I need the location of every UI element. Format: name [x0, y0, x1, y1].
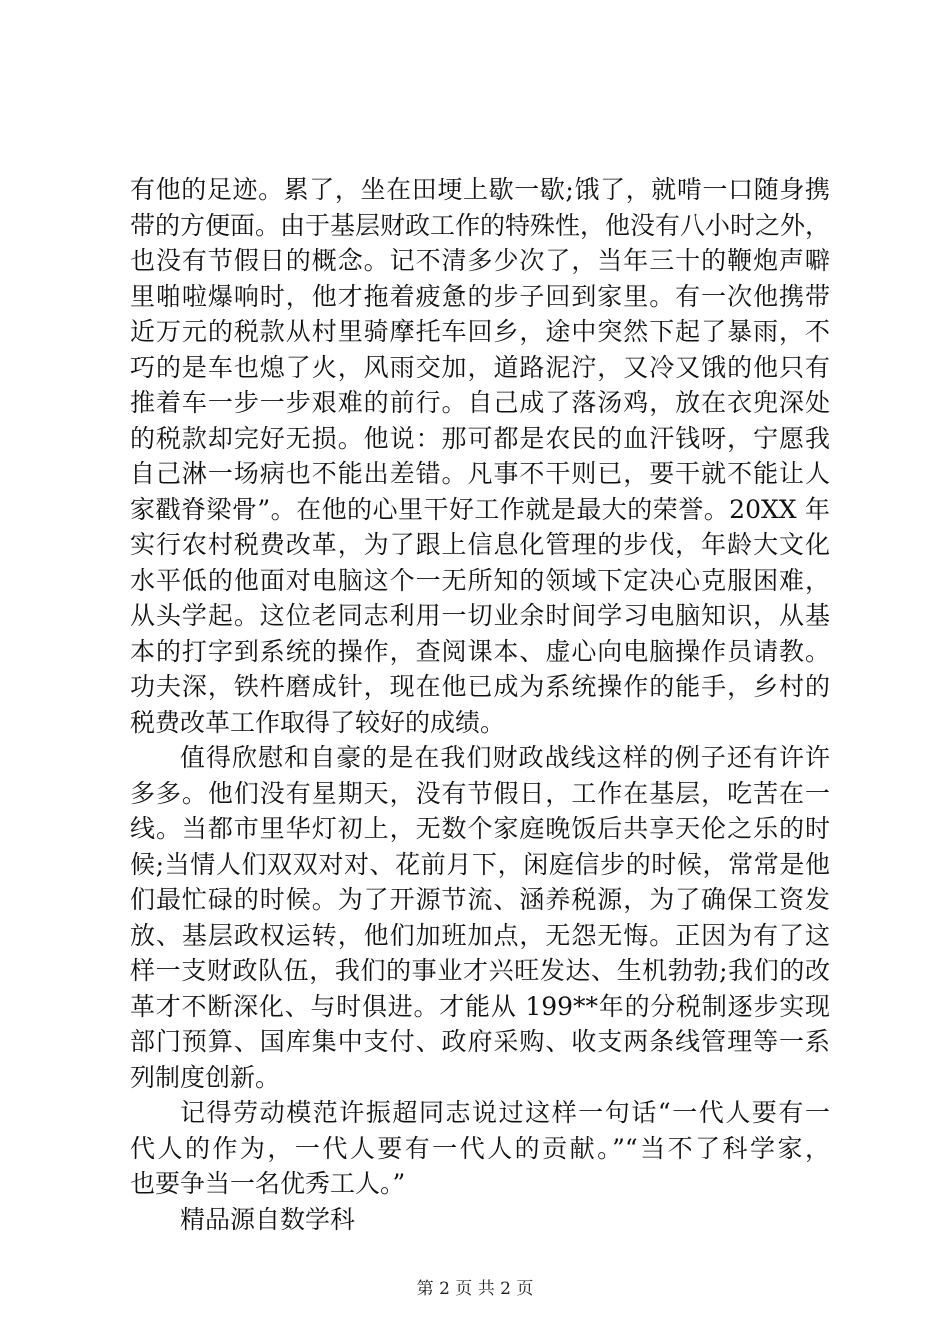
text-line: 功夫深，铁杵磨成针，现在他已成为系统操作的能手，乡村的 [130, 672, 830, 701]
paragraph [130, 1202, 830, 1238]
text-line: 放、基层政权运转，他们加班加点，无怨无悔。正因为有了这 [130, 920, 830, 950]
text-line: 线。当都市里华灯初上，无数个家庭晚饭后共享天伦之乐的时 [130, 814, 830, 843]
text-line: 巧的是车也熄了火，风雨交加，道路泥泞，又冷又饿的他只有 [130, 352, 830, 382]
text-line: 代人的作为，一代人要有一代人的贡献。”“当不了科学家， [130, 1133, 830, 1163]
text-line: 实行农村税费改革，为了跟上信息化管理的步伐，年龄大文化 [130, 530, 830, 559]
text-line: 也要争当一名优秀工人。” [130, 1169, 406, 1198]
text-line: 值得欣慰和自豪的是在我们财政战线这样的例子还有许许 [180, 743, 830, 772]
text-line: 从头学起。这位老同志利用一切业余时间学习电脑知识，从基 [130, 601, 830, 630]
text-line: 也没有节假日的概念。记不清多少次了，当年三十的鞭炮声噼 [130, 246, 830, 275]
text-line: 记得劳动模范许振超同志说过这样一句话“一代人要有一 [180, 1098, 830, 1127]
text-line: 有他的足迹。累了，坐在田埂上歇一歇;饿了，就啃一口随身携 [130, 175, 830, 204]
text-line: 推着车一步一步艰难的前行。自己成了落汤鸡，放在衣兜深处 [130, 388, 830, 417]
text-line: 自己淋一场病也不能出差错。凡事不干则已，要干就不能让人 [130, 459, 830, 488]
text-line: 革才不断深化、与时俱进。才能从 199**年的分税制逐步实现 [130, 991, 830, 1021]
text-line: 水平低的他面对电脑这个一无所知的领域下定决心克服困难， [130, 565, 830, 595]
text-line: 精品源自数学科 [180, 1204, 356, 1234]
paragraph [130, 1095, 830, 1202]
text-line: 家戳脊梁骨”。在他的心里干好工作就是最大的荣誉。20XX 年 [130, 494, 830, 524]
page-footer: 第 2 页 共 2 页 [416, 1279, 534, 1299]
text-line: 本的打字到系统的操作，查阅课本、虚心向电脑操作员请教。 [130, 636, 830, 666]
text-line: 税费改革工作取得了较好的成绩。 [130, 707, 506, 737]
text-line: 候;当情人们双双对对、花前月下，闲庭信步的时候，常常是他 [130, 849, 830, 879]
body-text [130, 172, 830, 1237]
text-line: 样一支财政队伍，我们的事业才兴旺发达、生机勃勃;我们的改 [130, 956, 830, 985]
text-line: 列制度创新。 [130, 1062, 281, 1092]
text-line: 近万元的税款从村里骑摩托车回乡，途中突然下起了暴雨，不 [130, 317, 830, 346]
text-line: 多多。他们没有星期天，没有节假日，工作在基层，吃苦在一 [130, 778, 830, 808]
text-line: 带的方便面。由于基层财政工作的特殊性，他没有八小时之外， [130, 210, 831, 240]
text-line: 们最忙碌的时候。为了开源节流、涵养税源，为了确保工资发 [130, 885, 830, 914]
text-line: 里啪啦爆响时，他才拖着疲惫的步子回到家里。有一次他携带 [130, 281, 830, 311]
text-line: 的税款却完好无损。他说：那可都是农民的血汗钱呀，宁愿我 [130, 423, 830, 453]
paragraph [130, 740, 830, 1095]
paragraph [130, 172, 830, 740]
text-line: 部门预算、国库集中支付、政府采购、收支两条线管理等一系 [130, 1027, 830, 1056]
